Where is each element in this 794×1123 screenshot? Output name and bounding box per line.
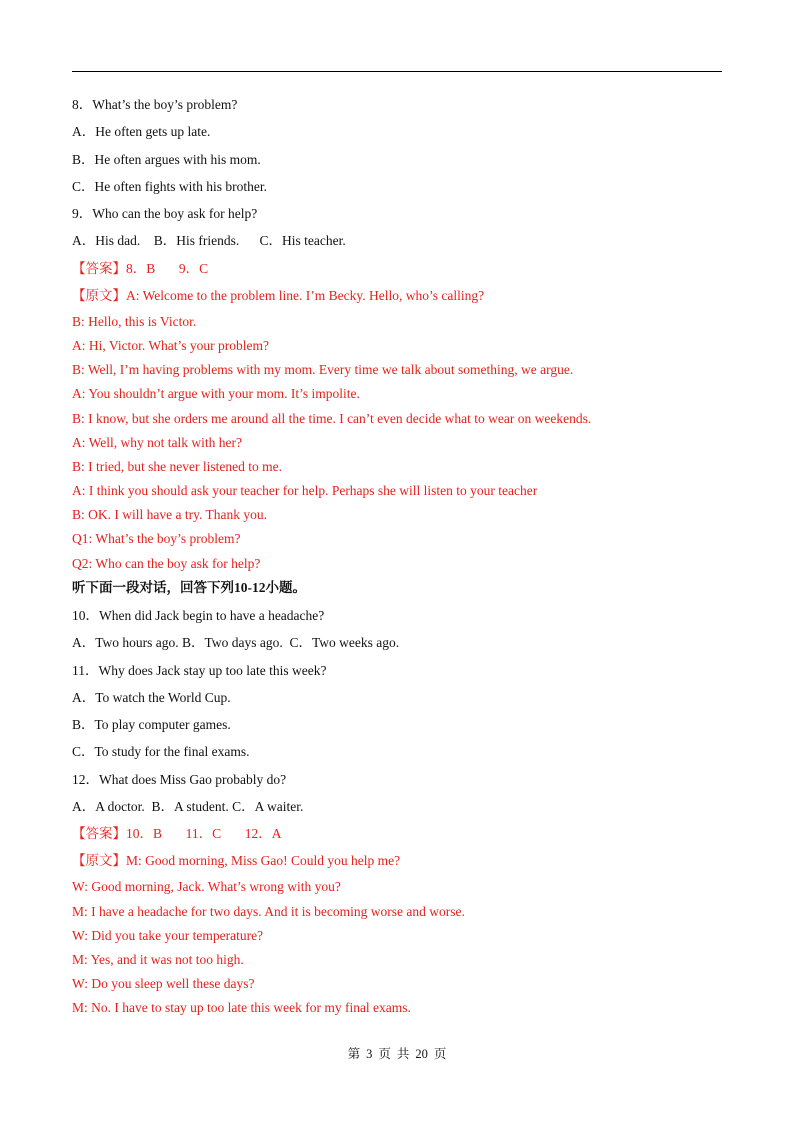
footer-suffix: 页 bbox=[433, 1047, 447, 1061]
option-11a: A．To watch the World Cup. bbox=[72, 690, 231, 705]
transcript-line: B: Hello, this is Victor. bbox=[72, 314, 197, 329]
header-rule bbox=[72, 71, 722, 72]
transcript-line: B: I know, but she orders me around all the time. I can’t even decide what to wear on weekends. bbox=[72, 411, 592, 426]
section-heading: 听下面一段对话，回答下列10-12小题。 bbox=[72, 580, 306, 595]
option-8b: B．He often argues with his mom. bbox=[72, 152, 261, 167]
options-12: A．A doctor. B．A student. C．A waiter. bbox=[72, 799, 304, 814]
footer-mid2: 共 bbox=[396, 1047, 410, 1061]
question-8: 8．What’s the boy’s problem? bbox=[72, 97, 238, 112]
question-11: 11．Why does Jack stay up too late this week? bbox=[72, 663, 327, 678]
transcript-line: A: You shouldn’t argue with your mom. It’s impolite. bbox=[72, 386, 360, 401]
option-8a: A．He often gets up late. bbox=[72, 124, 211, 139]
transcript-line: 【原文】A: Welcome to the problem line. I’m Becky. Hello, who’s calling? bbox=[72, 288, 485, 303]
question-10: 10．When did Jack begin to have a headache? bbox=[72, 608, 325, 623]
answer-10-12: 【答案】10．B 11．C 12．A bbox=[72, 826, 282, 841]
page-footer bbox=[0, 1044, 794, 1062]
transcript-line: M: I have a headache for two days. And it is becoming worse and worse. bbox=[72, 904, 465, 919]
transcript-line: B: I tried, but she never listened to me. bbox=[72, 459, 282, 474]
options-9: A．His dad. B．His friends. C．His teacher. bbox=[72, 233, 346, 248]
transcript-line: 【原文】M: Good morning, Miss Gao! Could you help me? bbox=[72, 853, 401, 868]
transcript-line: W: Good morning, Jack. What’s wrong with you? bbox=[72, 879, 341, 894]
transcript-line: W: Do you sleep well these days? bbox=[72, 976, 255, 991]
transcript-line: A: I think you should ask your teacher for help. Perhaps she will listen to your teacher bbox=[72, 483, 538, 498]
option-11b: B．To play computer games. bbox=[72, 717, 231, 732]
transcript-line: M: Yes, and it was not too high. bbox=[72, 952, 244, 967]
transcript-line: B: Well, I’m having problems with my mom. Every time we talk about something, we argue. bbox=[72, 362, 574, 377]
transcript-line: W: Did you take your temperature? bbox=[72, 928, 264, 943]
transcript-line: B: OK. I will have a try. Thank you. bbox=[72, 507, 267, 522]
options-10: A．Two hours ago. B．Two days ago. C．Two weeks ago. bbox=[72, 635, 400, 650]
footer-page-number: 3 bbox=[366, 1047, 373, 1061]
question-9: 9．Who can the boy ask for help? bbox=[72, 206, 258, 221]
transcript-line: A: Hi, Victor. What’s your problem? bbox=[72, 338, 270, 353]
footer-mid1: 页 bbox=[378, 1047, 391, 1061]
answer-8-9: 【答案】8．B 9．C bbox=[72, 261, 209, 276]
footer-total-pages: 20 bbox=[415, 1047, 428, 1061]
transcript-line: A: Well, why not talk with her? bbox=[72, 435, 243, 450]
transcript-line: Q1: What’s the boy’s problem? bbox=[72, 531, 241, 546]
transcript-line: Q2: Who can the boy ask for help? bbox=[72, 556, 261, 571]
footer-prefix: 第 bbox=[347, 1047, 361, 1061]
transcript-line: M: No. I have to stay up too late this week for my final exams. bbox=[72, 1000, 411, 1015]
option-8c: C．He often fights with his brother. bbox=[72, 179, 267, 194]
question-12: 12．What does Miss Gao probably do? bbox=[72, 772, 287, 787]
option-11c: C．To study for the final exams. bbox=[72, 744, 250, 759]
